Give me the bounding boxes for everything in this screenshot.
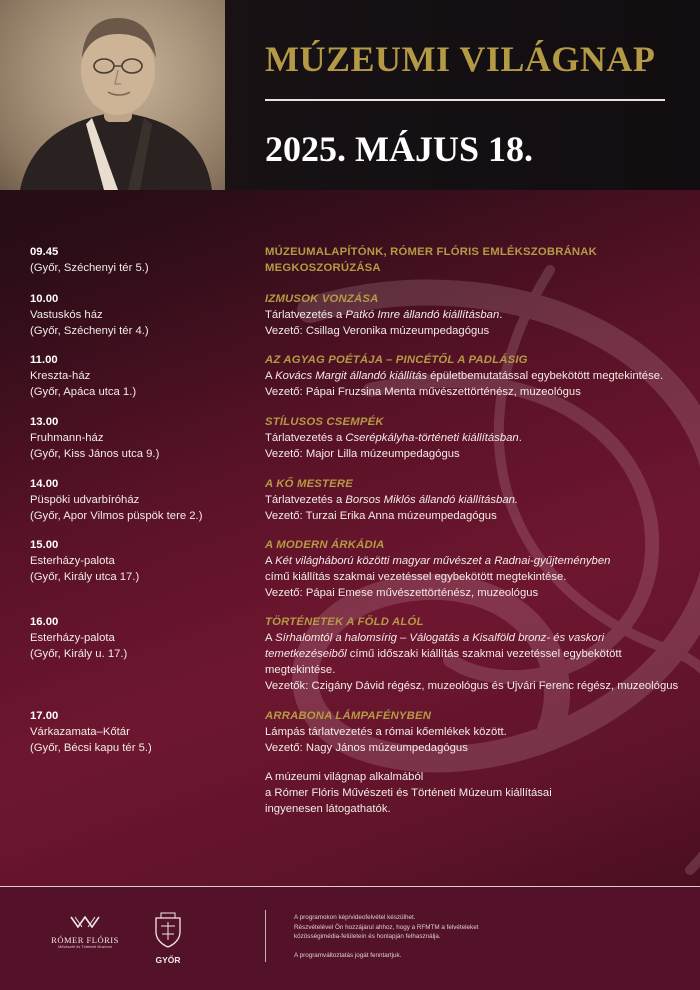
event-guide: Vezető: Major Lilla múzeumpedagógus (265, 448, 460, 460)
event-title: STÍLUSOS CSEMPÉK (265, 416, 384, 428)
title-divider (265, 99, 665, 101)
event-venue: Esterházy-palota (30, 632, 115, 644)
event-time-block (30, 476, 245, 524)
event-title: IZMUSOK VONZÁSA (265, 293, 379, 305)
event-description: című kiállítás szakmai vezetéssel egybekötött megtekintése. (265, 571, 567, 583)
event-description: Tárlatvezetés a Cserépkályha-történeti kiállításban. (265, 432, 522, 444)
romer-logo-subtitle: Művészeti és Történeti Múzeum (58, 945, 112, 949)
event-time: 14.00 (30, 478, 59, 490)
event-address: (Győr, Király u. 17.) (30, 648, 128, 660)
event-guide: Vezető: Turzai Erika Anna múzeumpedagógus (265, 510, 497, 522)
note-line: A múzeumi világnap alkalmából (265, 771, 424, 783)
event-description: Lámpás tárlatvezetés a római kőemlékek között. (265, 726, 507, 738)
event-description: A Két világháború közötti magyar művészet a Radnai-gyűjteményben (265, 555, 611, 567)
event-time: 11.00 (30, 354, 58, 366)
event-title: MEGKOSZORÚZÁSA (265, 262, 381, 274)
event-address: (Győr, Kiss János utca 9.) (30, 448, 160, 460)
event-time-block (30, 352, 245, 400)
event-time: 09.45 (30, 246, 59, 258)
event-detail-block (265, 708, 690, 756)
event-time: 17.00 (30, 710, 59, 722)
event-description: megtekintése. (265, 664, 336, 676)
event-venue: Vastuskós ház (30, 309, 103, 321)
event-address: (Győr, Apáca utca 1.) (30, 386, 137, 398)
romer-museum-logo (45, 915, 125, 950)
event-detail-block (265, 537, 690, 601)
event-description: temetkezéseiből című időszaki kiállítás szakmai vezetéssel egybekötött (265, 648, 622, 660)
footer-divider (0, 886, 700, 887)
event-description: A Kovács Margit állandó kiállítás épületbemutatással egybekötött megtekintése. (265, 370, 664, 382)
event-venue: Püspöki udvarbíróház (30, 494, 140, 506)
event-time-block (30, 244, 245, 276)
event-description: A Sírhalomtól a halomsírig – Válogatás a Kisalföld bronz- és vaskori (265, 632, 605, 644)
event-venue: Kreszta-ház (30, 370, 91, 382)
disclaimer-line: Részvételével Ön hozzájárul ahhoz, hogy a RFMTM a felvételeket (294, 923, 479, 931)
event-detail-block (265, 244, 690, 276)
event-guide: Vezető: Nagy János múzeumpedagógus (265, 742, 468, 754)
coat-of-arms-icon (153, 912, 183, 948)
disclaimer-line: közösségimédia-felületein és honlapján felhasználja. (294, 933, 441, 940)
event-description: Tárlatvezetés a Patkó Imre állandó kiállításban. (265, 309, 503, 321)
event-detail-block (265, 614, 690, 694)
gyor-logo-name: GYŐR (155, 955, 181, 965)
event-address: (Győr, Apor Vilmos püspök tere 2.) (30, 510, 203, 522)
note-line: ingyenesen látogathatók. (265, 803, 391, 815)
event-address: (Győr, Király utca 17.) (30, 571, 140, 583)
event-venue: Esterházy-palota (30, 555, 115, 567)
footer-disclaimer (294, 913, 478, 961)
poster-title: MÚZEUMI VILÁGNAP (265, 39, 656, 79)
event-detail-block (265, 476, 690, 524)
event-title: A MODERN ÁRKÁDIA (265, 539, 385, 551)
event-guide: Vezető: Csillag Veronika múzeumpedagógus (265, 325, 490, 337)
event-venue: Várkazamata–Kőtár (30, 726, 130, 738)
event-detail-block (265, 291, 690, 339)
founder-portrait (0, 0, 225, 190)
event-date: 2025. MÁJUS 18. (265, 129, 533, 169)
event-time-block (30, 614, 245, 662)
disclaimer-line: A programváltoztatás jogát fenntartjuk. (294, 952, 402, 959)
event-time: 15.00 (30, 539, 59, 551)
event-address: (Győr, Bécsi kapu tér 5.) (30, 742, 152, 754)
disclaimer-line: A programokon kép/videofelvétel készülhet. (294, 914, 416, 921)
event-guide: Vezetők: Czigány Dávid régész, muzeológus és Ujvári Ferenc régész, muzeológus (265, 680, 679, 692)
event-guide: Vezető: Pápai Emese művészettörténész, muzeológus (265, 587, 539, 599)
event-detail-block (265, 414, 690, 462)
event-time: 16.00 (30, 616, 59, 628)
romer-logo-name: RÓMER FLÓRIS (51, 935, 119, 945)
event-guide: Vezető: Pápai Fruzsina Menta művészettörténész, muzeológus (265, 386, 581, 398)
event-time-block (30, 708, 245, 756)
event-time-block (30, 414, 245, 462)
footer-separator (265, 910, 266, 962)
event-title: ARRABONA LÁMPAFÉNYBEN (265, 710, 432, 722)
free-entry-note (265, 769, 690, 817)
event-title: A KŐ MESTERE (265, 478, 353, 490)
event-description: Tárlatvezetés a Borsos Miklós állandó kiállításban. (265, 494, 519, 506)
event-title: TÖRTÉNETEK A FÖLD ALÓL (265, 616, 424, 628)
museum-mark-icon (70, 916, 100, 928)
event-detail-block (265, 352, 690, 400)
event-venue: Fruhmann-ház (30, 432, 104, 444)
event-time: 13.00 (30, 416, 59, 428)
event-time: 10.00 (30, 293, 59, 305)
event-title: MÚZEUMALAPÍTÓNK, RÓMER FLÓRIS EMLÉKSZOBRÁNAK (265, 246, 598, 258)
gyor-city-logo (148, 912, 188, 965)
event-time-block (30, 537, 245, 585)
event-address: (Győr, Széchenyi tér 5.) (30, 262, 149, 274)
event-title: AZ AGYAG POÉTÁJA – PINCÉTŐL A PADLÁSIG (265, 354, 528, 366)
note-line: a Rómer Flóris Művészeti és Történeti Múzeum kiállításai (265, 787, 552, 799)
event-time-block (30, 291, 245, 339)
event-address: (Győr, Széchenyi tér 4.) (30, 325, 149, 337)
disclaimer-spacer (294, 942, 478, 952)
